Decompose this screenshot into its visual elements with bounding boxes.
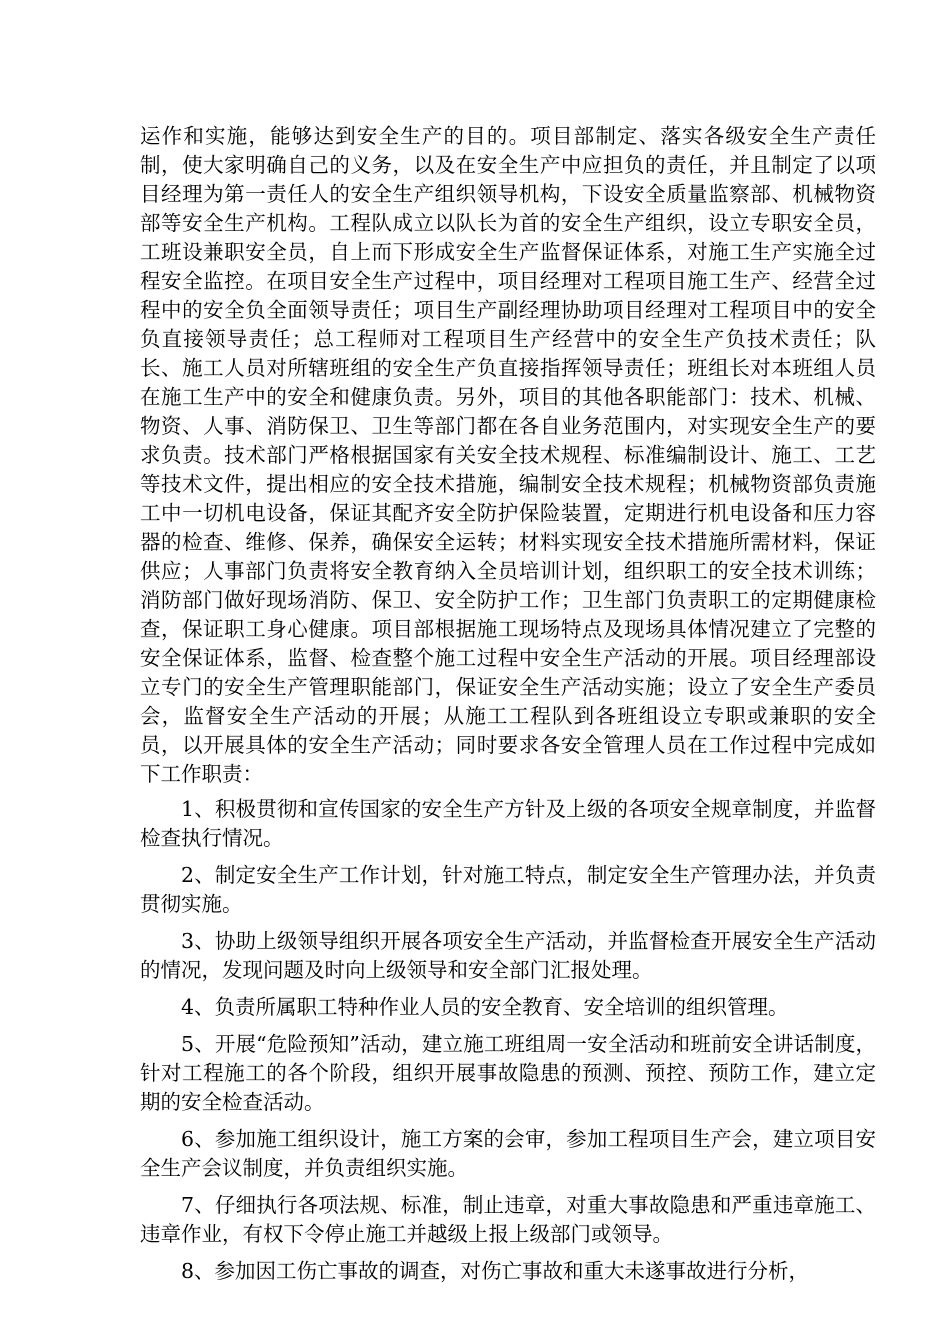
duty-item-3: 3、协助上级领导组织开展各项安全生产活动，并监督检查开展安全生产活动的情况，发现问题及时向上级领导和安全部门汇报处理。: [140, 929, 876, 982]
intro-paragraph: 运作和实施，能够达到安全生产的目的。项目部制定、落实各级安全生产责任制，使大家明确自己的义务，以及在安全生产中应担负的责任，并且制定了以项目经理为第一责任人的安全生产组织领导机构，下设安全质量监察部、机械物资部等安全生产机构。工程队成立以队长为首的安全生产组织，设立专职安全员，工班设兼职安全员，自上而下形成安全生产监督保证体系，对施工生产实施全过程安全监控。在项目安全生产过程中，项目经理对工程项目施工生产、经营全过程中的安全负全面领导责任；项目生产副经理协助项目经理对工程项目中的安全负直接领导责任；总工程师对工程项目生产经营中的安全生产负技术责任；队长、施工人员对所辖班组的安全生产负直接指挥领导责任；班组长对本班组人员在施工生产中的安全和健康负责。另外，项目的其他各职能部门：技术、机械、物资、人事、消防保卫、卫生等部门都在各自业务范围内，对实现安全生产的要求负责。技术部门严格根据国家有关安全技术规程、标准编制设计、施工、工艺等技术文件，提出相应的安全技术措施，编制安全技术规程；机械物资部负责施工中一切机电设备，保证其配齐安全防护保险装置，定期进行机电设备和压力容器的检查、维修、保养，确保安全运转；材料实现安全技术措施所需材料，保证供应；人事部门负责将安全教育纳入全员培训计划，组织职工的安全技术训练；消防部门做好现场消防、保卫、安全防护工作；卫生部门负责职工的定期健康检查，保证职工身心健康。项目部根据施工现场特点及现场具体情况建立了完整的安全保证体系，监督、检查整个施工过程中安全生产活动的开展。项目经理部设立专门的安全生产管理职能部门，保证安全生产活动实施；设立了安全生产委员会，监督安全生产活动的开展；从施工工程队到各班组设立专职或兼职的安全员，以开展具体的安全生产活动；同时要求各安全管理人员在工作过程中完成如下工作职责：: [140, 124, 876, 786]
document-page: [140, 122, 876, 1294]
duty-item-8: 8、参加因工伤亡事故的调查，对伤亡事故和重大未遂事故进行分析，: [181, 1259, 810, 1283]
duty-item-6: 6、参加施工组织设计，施工方案的会审，参加工程项目生产会，建立项目安全生产会议制度，并负责组织实施。: [140, 1127, 876, 1180]
duty-item-5: 5、开展“危险预知”活动，建立施工班组周一安全活动和班前安全讲话制度，针对工程施工的各个阶段，组织开展事故隐患的预测、预控、预防工作，建立定期的安全检查活动。: [140, 1032, 876, 1114]
duty-item-1: 1、积极贯彻和宣传国家的安全生产方针及上级的各项安全规章制度，并监督检查执行情况。: [140, 797, 876, 850]
duty-item-4: 4、负责所属职工特种作业人员的安全教育、安全培训的组织管理。: [181, 995, 789, 1019]
duty-item-7: 7、仔细执行各项法规、标准，制止违章，对重大事故隐患和严重违章施工、违章作业，有权下令停止施工并越级上报上级部门或领导。: [140, 1193, 876, 1246]
duty-item-2: 2、制定安全生产工作计划，针对施工特点，制定安全生产管理办法，并负责贯彻实施。: [140, 863, 876, 916]
